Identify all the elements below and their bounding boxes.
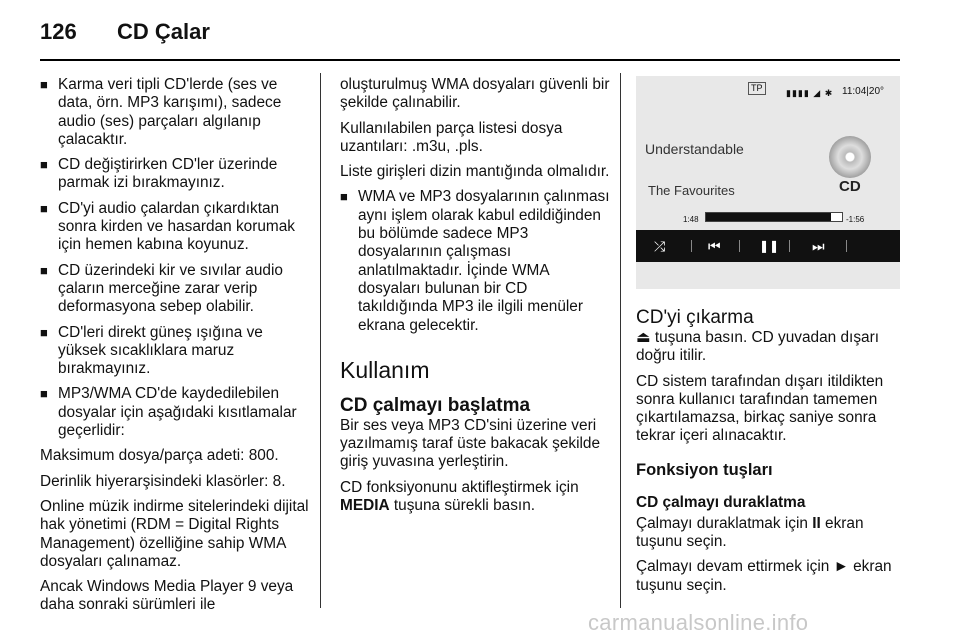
list-item: ■ CD'yi audio çalardan çıkardıktan sonra kirden ve hasardan korumak için hemen kabına koyunuz. (40, 199, 295, 254)
signal-icon: ▮▮▮▮ ◢ ✱ (786, 88, 834, 98)
paragraph: Çalmayı duraklatmak için II ekran tuşunu seçin. (636, 514, 864, 551)
subsection-heading: CD'yi çıkarma (636, 307, 754, 328)
continued-text: Liste girişleri dizin mantığında olmalıdır. (340, 163, 610, 181)
progress-fill (706, 213, 831, 221)
cd-display-figure (636, 76, 900, 289)
continued-text: Kullanılabilen parça listesi dosya uzantıları: .m3u, .pls. (340, 119, 563, 155)
bullet-icon: ■ (340, 189, 348, 205)
previous-track-icon[interactable]: ⏮ (708, 238, 721, 254)
list-item: ■ WMA ve MP3 dosyalarının çalınması aynı işlem olarak kabul edildiğinden bu bölümde sadece MP3 dosyalarının çalışması anlatılmaktadır. İçinde WMA dosyaları bulunan bir CD takıldığında MP3 ile ilgili menüler ekrana gelecektir. (340, 188, 610, 334)
column-divider-1 (320, 73, 321, 608)
column-2 (340, 76, 610, 522)
column-divider-2 (620, 73, 621, 608)
minor-heading: CD çalmayı duraklatma (636, 493, 806, 511)
restriction-text: Online müzik indirme sitelerindeki dijital hak yönetimi (RDM = Digital Rights Management) özelliğine sahip WMA dosyaları çalınamaz. (40, 497, 309, 570)
status-bar (636, 76, 900, 104)
subsection-heading: Fonksiyon tuşları (636, 460, 773, 479)
paragraph: ⏏ tuşuna basın. CD yuvadan dışarı doğru itilir. (636, 329, 879, 365)
play-icon: ► (833, 558, 849, 576)
tp-badge: TP (748, 82, 766, 95)
column-3 (636, 76, 904, 602)
elapsed-time: 1:48 (683, 215, 699, 224)
media-key-label: MEDIA (340, 497, 390, 515)
column-1 (40, 76, 312, 622)
paragraph: Çalmayı devam ettirmek için ► ekran tuşunu seçin. (636, 558, 892, 594)
bullet-icon: ■ (40, 386, 48, 402)
list-item: ■ CD üzerindeki kir ve sıvılar audio çaların merceğine zarar verip deformasyona sebep olabilir. (40, 261, 283, 316)
divider (789, 240, 790, 252)
clock-readout: 11:04|20° (842, 86, 885, 97)
control-bar (636, 230, 900, 262)
eject-icon: ⏏ (636, 329, 651, 346)
restriction-text: Derinlik hiyerarşisindeki klasörler: 8. (40, 472, 286, 490)
watermark: carmanualsonline.info (588, 610, 809, 635)
page-number: 126 (40, 19, 77, 44)
next-track-icon[interactable]: ⏭ (812, 238, 825, 254)
pause-key-label: II (812, 514, 821, 532)
divider (739, 240, 740, 252)
bullet-icon: ■ (40, 157, 48, 173)
bullet-icon: ■ (40, 77, 48, 92)
page-title: CD Çalar (117, 19, 210, 44)
paragraph: Bir ses veya MP3 CD'sini üzerine veri yazılmamış taraf üste bakacak şekilde giriş yuvasına yerleştirin. (340, 416, 601, 471)
track-title: Understandable (645, 141, 744, 157)
header-rule (40, 59, 900, 61)
restriction-text: Maksimum dosya/parça adeti: 800. (40, 447, 279, 465)
restriction-text: Ancak Windows Media Player 9 veya daha sonraki sürümleri ile (40, 578, 294, 614)
artist-name: The Favourites (648, 183, 735, 198)
cd-display-screen (636, 76, 900, 289)
page-header (0, 0, 960, 60)
pause-icon[interactable]: ❚❚ (759, 239, 780, 253)
bullet-icon: ■ (40, 200, 48, 216)
continued-text: oluşturulmuş WMA dosyaları güvenli bir şekilde çalınabilir. (340, 76, 610, 112)
paragraph: CD sistem tarafından dışarı itildikten sonra kullanıcı tarafından tamemen çıkartılamazsa, birkaç saniye sonra tekrar içeri alınacaktır. (636, 372, 884, 445)
divider (691, 240, 692, 252)
bullet-list (40, 76, 312, 440)
list-item: ■ CD değiştirirken CD'ler üzerinde parmak izi bırakmayınız. (40, 156, 278, 192)
subsection-heading: CD çalmayı başlatma (340, 394, 531, 416)
section-heading: Kullanım (340, 356, 430, 383)
list-item: ■ MP3/WMA CD'de kaydedilebilen dosyalar için aşağıdaki kısıtlamalar geçerlidir: (40, 385, 297, 440)
source-label: CD (839, 178, 861, 195)
bullet-icon: ■ (40, 262, 48, 278)
bullet-list (340, 188, 610, 334)
list-item: ■ CD'leri direkt güneş ışığına ve yüksek sıcaklıklara maruz bırakmayınız. (40, 323, 263, 378)
divider (846, 240, 847, 252)
shuffle-icon[interactable]: ⤮ (654, 238, 666, 254)
cd-disc-icon (829, 136, 871, 178)
bullet-icon: ■ (40, 324, 48, 340)
list-item: ■ Karma veri tipli CD'lerde (ses ve data, örn. MP3 karışımı), sadece audio (ses) parçaları algılanıp çalacaktır. (40, 76, 282, 148)
remaining-time: -1:56 (846, 215, 865, 224)
paragraph: CD fonksiyonunu aktifleştirmek için MEDIA tuşuna sürekli basın. (340, 478, 579, 515)
progress-bar (705, 212, 843, 222)
